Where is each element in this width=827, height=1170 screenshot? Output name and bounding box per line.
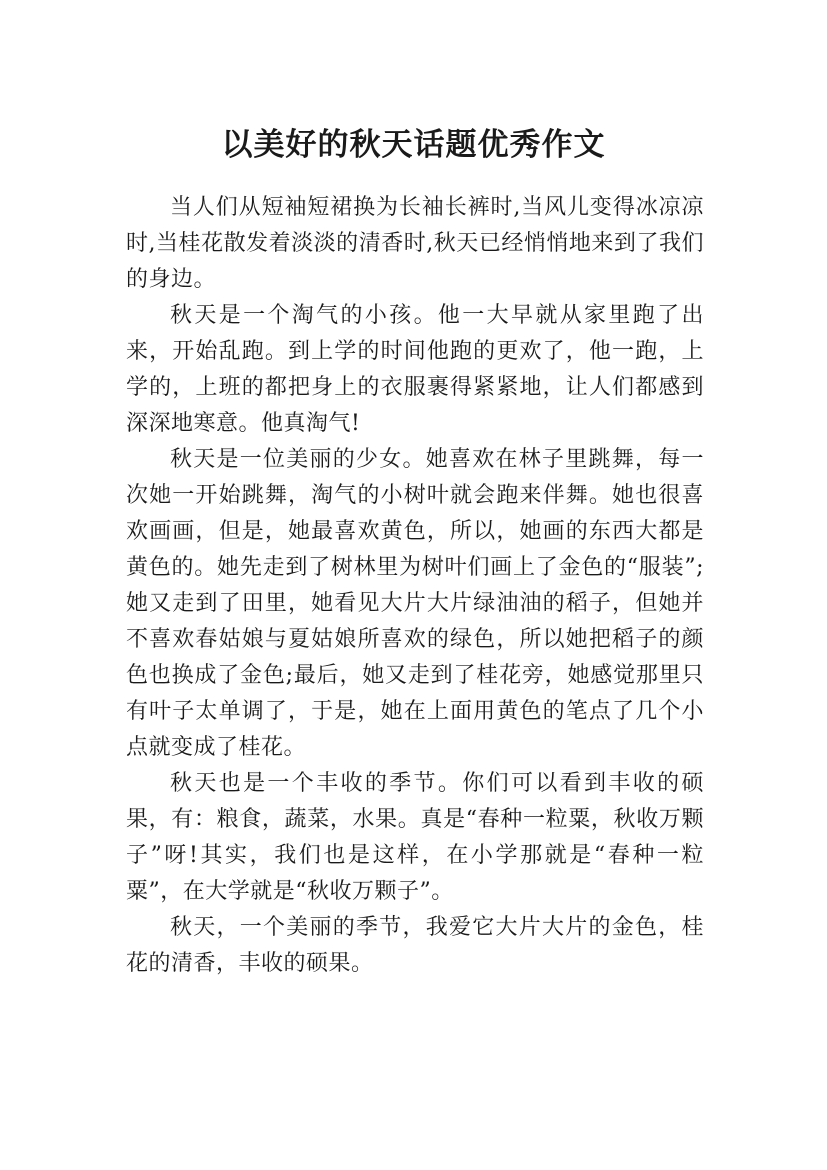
document-title: 以美好的秋天话题优秀作文	[221, 126, 606, 163]
paragraph: 秋天是一位美丽的少女。她喜欢在林子里跳舞，每一次她一开始跳舞，淘气的小树叶就会跑来伴舞。她也很喜欢画画，但是，她最喜欢黄色，所以，她画的东西大都是黄色的。她先走到了树林里为树叶们画上了金色的“服装”;她又走到了田里，她看见大片大片绿油油的稻子，但她并不喜欢春姑娘与夏姑娘所喜欢的绿色，所以她把稻子的颜色也换成了金色;最后，她又走到了桂花旁，她感觉那里只有叶子太单调了，于是，她在上面用黄色的笔点了几个小点就变成了桂花。	[126, 447, 704, 760]
paragraph: 当人们从短袖短裙换为长袖长裤时,当风儿变得冰凉凉时,当桂花散发着淡淡的清香时,秋天已经悄悄地来到了我们的身边。	[126, 195, 704, 292]
paragraph: 秋天是一个淘气的小孩。他一大早就从家里跑了出来，开始乱跑。到上学的时间他跑的更欢了，他一跑，上学的，上班的都把身上的衣服裹得紧紧地，让人们都感到深深地寒意。他真淘气!	[126, 303, 704, 436]
document-body	[126, 190, 704, 982]
paragraph: 秋天，一个美丽的季节，我爱它大片大片的金色，桂花的清香，丰收的硕果。	[126, 915, 704, 976]
paragraph: 秋天也是一个丰收的季节。你们可以看到丰收的硕果，有：粮食，蔬菜，水果。真是“春种一粒粟，秋收万颗子”呀!其实，我们也是这样，在小学那就是“春种一粒粟”，在大学就是“秋收万颗子”。	[126, 771, 704, 904]
